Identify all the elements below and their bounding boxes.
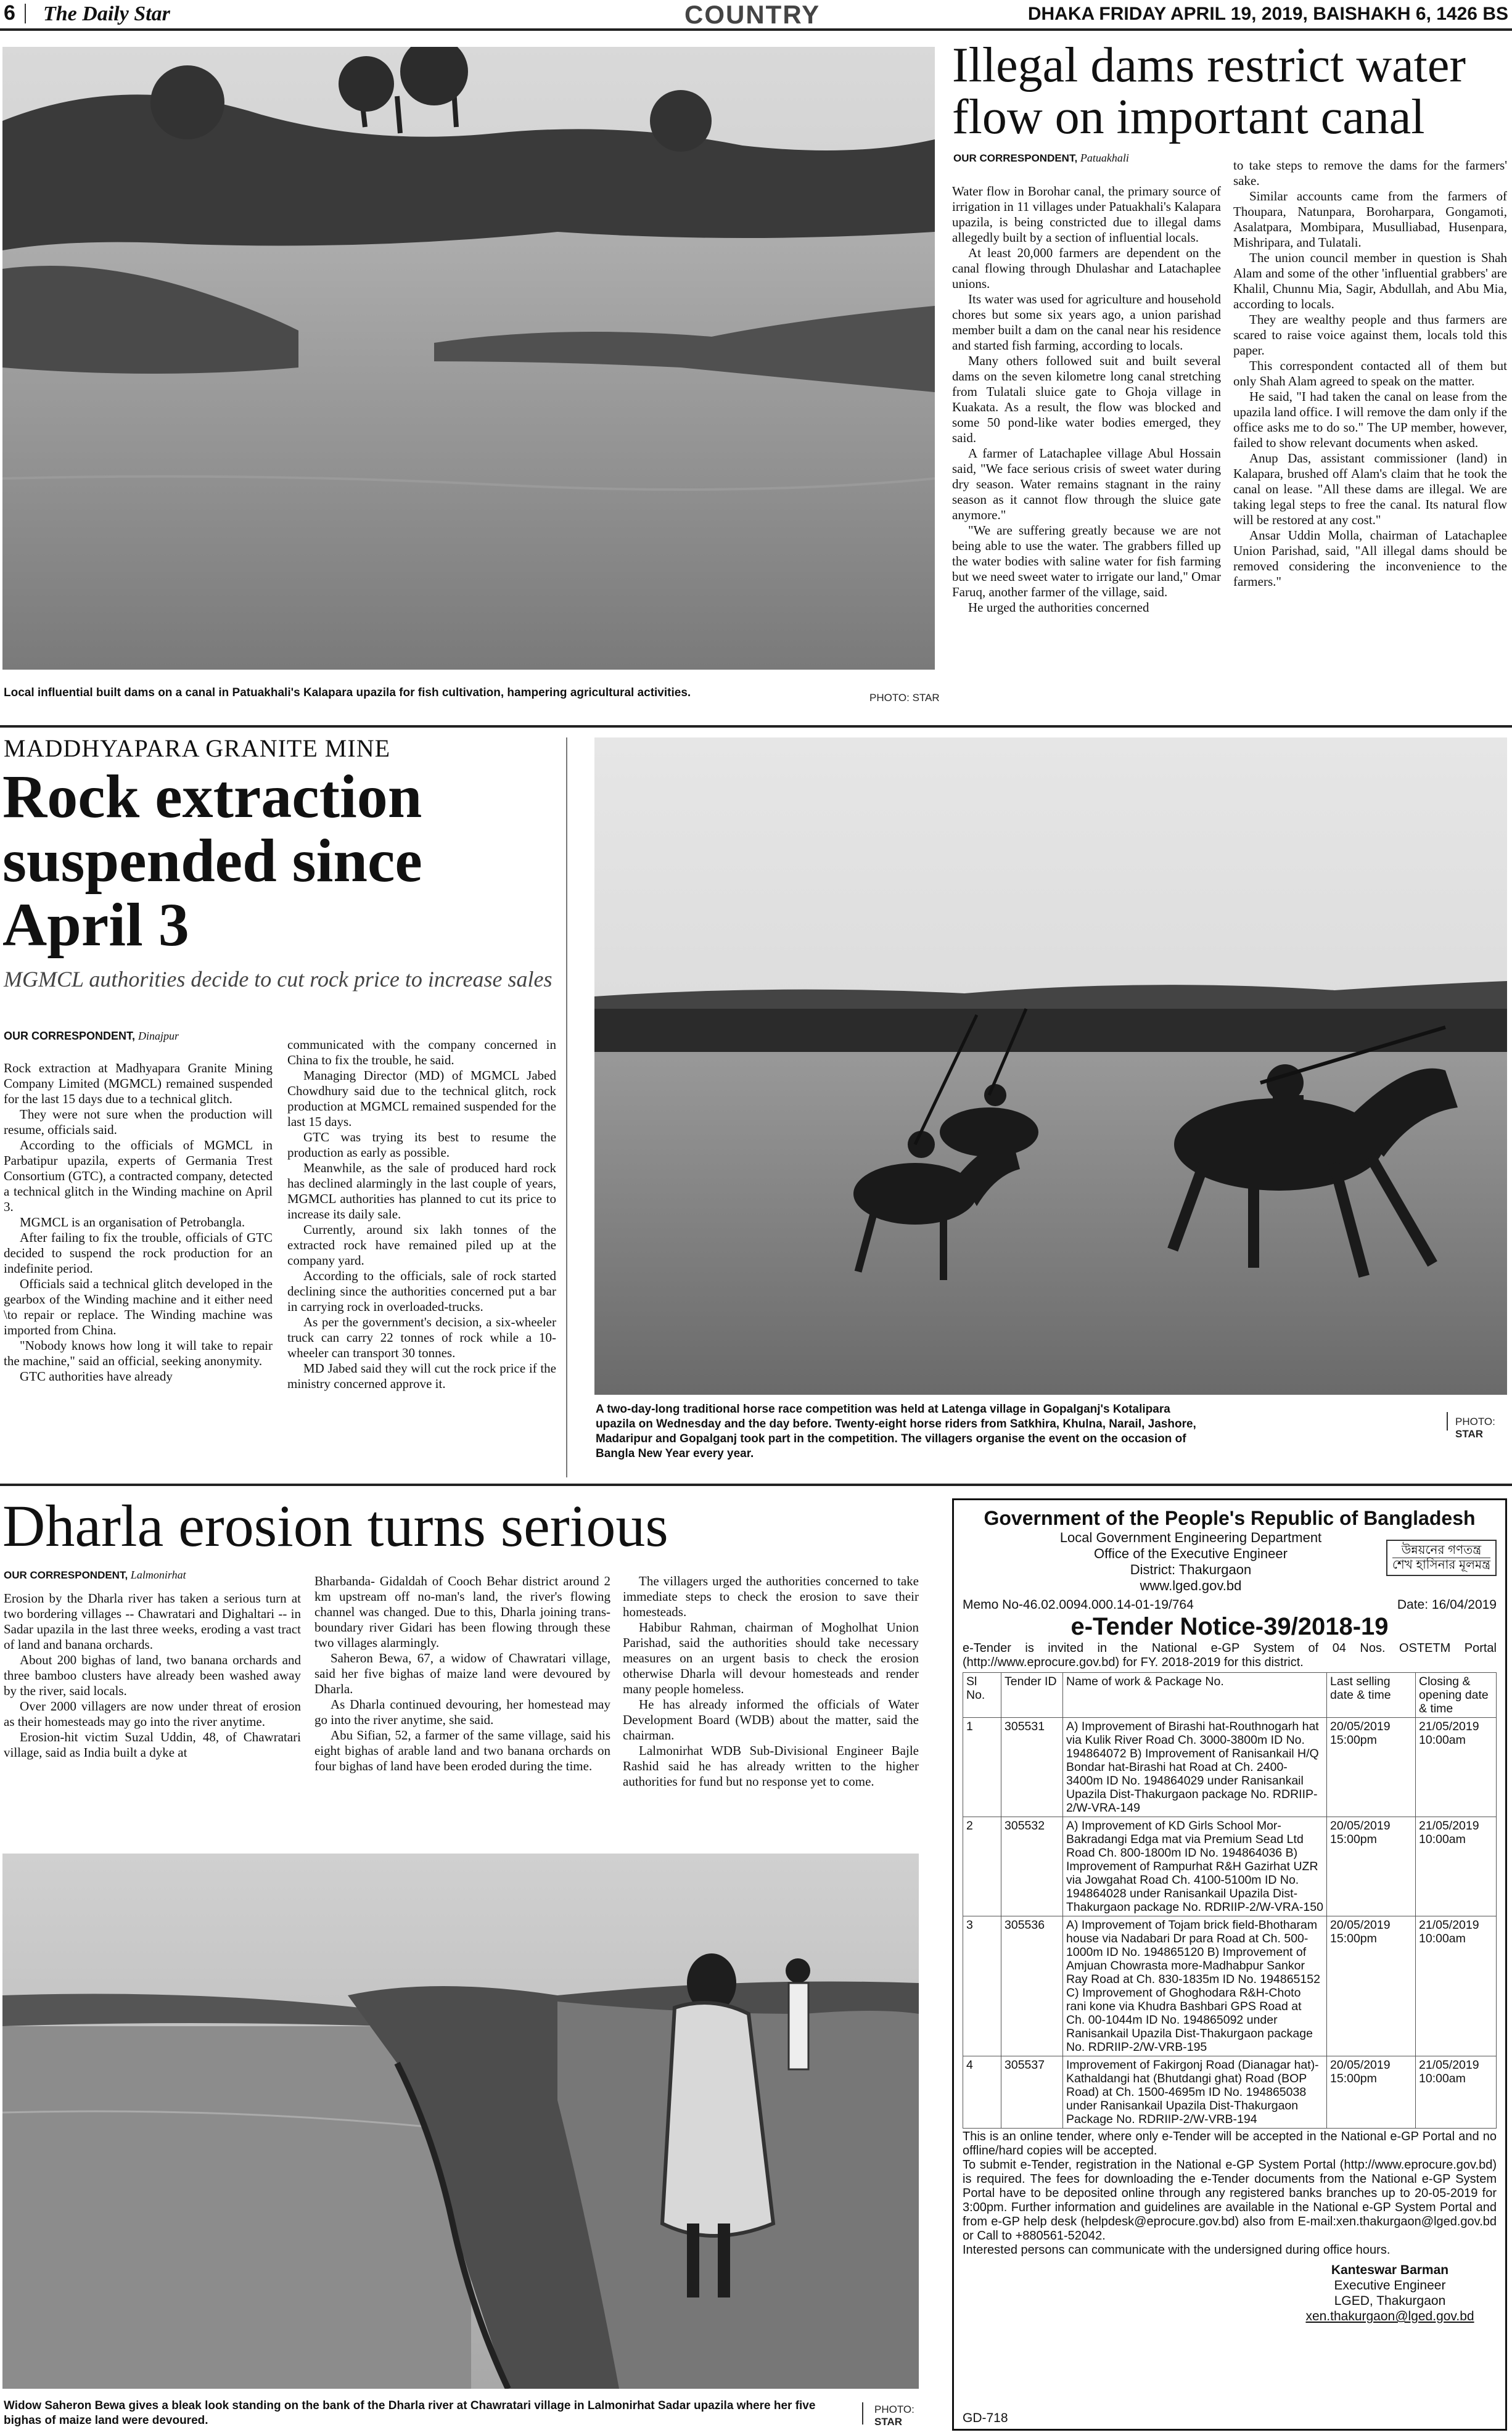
story2-headline: Rock extraction suspended since April 3 [2,762,422,959]
story3-byline-label: OUR CORRESPONDENT, [4,1569,128,1581]
tender-header-cell: Name of work & Package No. [1063,1673,1327,1718]
paragraph: GTC authorities have already [20,1369,173,1384]
horse-race-credit [1455,1416,1495,1440]
story3-column-2 [314,1574,610,1774]
story2-byline-place: Dinajpur [138,1030,179,1042]
paragraph: A farmer of Latachaplee village Abul Hossain said, "We face serious crisis of sweet water during dry season. Water remains stagnant in the rainy season as it cannot flow through the sluice gate anymore." [952,446,1221,522]
paragraph: The villagers urged the authorities concerned to take immediate steps to check the erosion to save their homesteads. [623,1574,919,1619]
paragraph: He has already informed the officials of Water Development Board (WDB) about the matter, said the chairman. [623,1697,919,1743]
tender-cell-sl: 2 [963,1817,1001,1916]
story2-column-1 [4,1061,273,1384]
paragraph: Over 2000 villagers are now under threat of erosion as their homesteads may go into the river anytime. [4,1699,301,1729]
tender-table [963,1672,1497,2129]
dharla-erosion-credit [874,2404,914,2428]
paragraph: This correspondent contacted all of them but only Shah Alam agreed to speak on the matter. [1233,358,1507,388]
paragraph: Habibur Rahman, chairman of Mogholhat Union Parishad, said the authorities should take necessary measures on an urgent basis to check the erosion otherwise Dharla will devour homesteads and render many people homeless. [623,1620,919,1696]
canal-photo-caption: Local influential built dams on a canal in Patuakhali's Kalapara upazila for fish cultivation, hampering agricultural activities. [4,686,691,699]
dharla-erosion-caption: Widow Saheron Bewa gives a bleak look standing on the bank of the Dharla river at Chawratari village in Lalmonirhat Sadar upazila where her five bighas of maize land were devoured. [4,2399,816,2427]
tender-cell-id: 305537 [1001,2056,1063,2129]
paragraph: Bharbanda- Gidaldah of Cooch Behar district around 2 km upstream off no-man's land, the river's flowing channel was changed. Due to this, Dharla joining trans-boundary river Gidari has been flowing through these two villages alarmingly. [314,1574,610,1650]
credit-divider-2 [862,2402,863,2425]
tender-gov-title: Government of the People's Republic of Bangladesh [984,1507,1476,1529]
tender-header-cell: Tender ID [1001,1673,1063,1718]
tender-header-cell: Closing & opening date & time [1416,1673,1497,1718]
tender-notice-title: e-Tender Notice-39/2018-19 [1070,1613,1389,1640]
story2-kicker: MADDHYAPARA GRANITE MINE [4,734,391,762]
paragraph: At least 20,000 farmers are dependent on the canal flowing through Dhulashar and Latachaplee unions. [952,245,1221,291]
paragraph: Abu Sifian, 52, a farmer of the same village, said his eight bighas of arable land and two banana orchards on four bighas of land have been eroded during the time. [314,1728,610,1773]
paragraph: "We are suffering greatly because we are not being able to use the water. The grabbers filled up the water bodies with saline water for fish farming but we need sweet water to irrigate our land," Omar Faruq, another farmer of the village, said. [952,523,1221,599]
paragraph: Ansar Uddin Molla, chairman of Latachaplee Union Parishad, said, "All illegal dams should be removed considering the inconvenience to the farmers." [1233,528,1507,589]
paragraph: Lalmonirhat WDB Sub-Divisional Engineer Bajle Rashid said he has already written to the higher authorities for fund but no response yet to come. [623,1743,919,1789]
paragraph: As Dharla continued devouring, her homestead may go into the river anytime, she said. [314,1697,610,1727]
signer-office: LGED, Thakurgaon [1334,2294,1446,2308]
paragraph: MGMCL is an organisation of Petrobangla. [20,1215,245,1230]
paragraph: Many others followed suit and built several dams on the seven kilometre long canal stretching from Tulatali sluice gate to Ghoja village in Kuakata. As a result, the flow was blocked and some 50 pond-like water bodies emerged, they said. [952,353,1221,445]
story2-byline [4,1030,275,1043]
paragraph: Erosion-hit victim Suzal Uddin, 48, of Chawratari village, said as India built a dyke at [4,1730,301,1760]
paragraph: Its water was used for agriculture and household chores but some six years ago, a union parishad member built a dam on the canal near his residence and started fish farming, according to locals. [952,292,1221,353]
paragraph: He said, "I had taken the canal on lease from the upazila land office. I will remove the dam only if the office asks me to do so." The UP member, however, failed to show relevant documents when asked. [1233,389,1507,450]
paragraph: Officials said a technical glitch developed in the gearbox of the Winding machine and it either need \to repair or replace. The Winding machine was imported from China. [4,1276,273,1337]
paragraph: The union council member in question is Shah Alam and some of the other 'influential grabbers' are Khalil, Chunnu Mia, Sagir, Abdullah, and Abu Mia, according to locals. [1233,250,1507,311]
dharla-erosion-photo [2,1854,919,2389]
tender-memo: Memo No-46.02.0094.000.14-01-19/764 [963,1598,1194,1612]
tender-cell-sl: 4 [963,2056,1001,2129]
story1-column-2 [1233,158,1507,589]
tender-district: District: Thakurgaon [1130,1562,1252,1577]
tender-office: Office of the Executive Engineer [1094,1546,1288,1561]
slogan-line-2: শেখ হাসিনার মূলমন্ত্র [1392,1558,1490,1572]
tender-cell-close: 21/05/2019 10:00am [1416,2056,1497,2129]
tender-cell-work: Improvement of Fakirgonj Road (Dianagar hat)-Kathaldangi hat (Bhutdangi ghat) Road (BOP Road) at Ch. 1500-4695m ID No. 194865038 under Ranisankail Upazila Dist-Thakurgaon Package No. RDRIIP-2/W-VRB-194 [1063,2056,1327,2129]
tender-cell-id: 305536 [1001,1916,1063,2056]
tender-date: Date: 16/04/2019 [1397,1598,1497,1612]
table-row [963,2056,1497,2129]
paragraph: They are wealthy people and thus farmers are scared to raise voice against them, locals told this paper. [1233,312,1507,358]
canal-photo-image [2,47,935,670]
paragraph: "Nobody knows how long it will take to repair the machine," said an official, seeking anonymity. [4,1338,273,1368]
paragraph: GTC was trying its best to resume the production as early as possible. [287,1130,556,1160]
story1-byline-place: Patuakhali [1080,152,1129,164]
tender-cell-close: 21/05/2019 10:00am [1416,1916,1497,2056]
tender-slogan-stamp [1386,1540,1497,1576]
paper-name: The Daily Star [43,2,170,25]
signer-email[interactable]: xen.thakurgaon@lged.gov.bd [1305,2309,1474,2323]
story3-column-1 [4,1591,301,1760]
tender-footer-line: To submit e-Tender, registration in the National e-GP System Portal (http://www.eprocure.gov.bd) is required. The fees for downloading the e-Tender documents from the National e-GP System Portal have to be deposited online through any registered banks branches up to 20-05-2019 for 3:00pm. Further information and guidelines are available in the National e-GP System Portal and from e-GP help desk (helpdesk@eprocure.gov.bd) also from E-mail:xen.thakurgaon@lged.gov.bd or Call to +880561-52042. [963,2158,1497,2243]
story3-headline: Dharla erosion turns serious [2,1493,668,1559]
horse-race-credit-name: STAR [1455,1428,1484,1440]
paragraph: Saheron Bewa, 67, a widow of Chawratari village, said her five bighas of maize land were devoured by Dharla. [314,1651,610,1696]
dharla-credit-label: PHOTO: [874,2404,914,2415]
paragraph: Anup Das, assistant commissioner (land) in Kalapara, brushed off Alam's claim that he took the canal on lease. "All these dams are illegal. We are taking legal steps to free the canal. Its natural flow will be restored at any cost." [1233,451,1507,527]
tender-footer-line: This is an online tender, where only e-Tender will be accepted in the National e-GP Portal and no offline/hard copies will be accepted. [963,2130,1497,2158]
tender-cell-sl: 3 [963,1916,1001,2056]
paragraph: According to the officials of MGMCL in Parbatipur upazila, experts of Germania Trest Consortium (GTC), a contracted company, detected a technical glitch in the Winding machine on April 3. [4,1138,273,1214]
story3-byline [4,1569,275,1582]
tender-gd-code: GD-718 [963,2411,1008,2425]
story2-byline-label: OUR CORRESPONDENT, [4,1030,136,1042]
slogan-line-1: উন্নয়নের গণতন্ত্র [1401,1543,1482,1557]
page-number: 6 [4,1,15,25]
horse-race-caption: A two-day-long traditional horse race competition was held at Latenga village in Gopalganj's Kotalipara upazila on Wednesday and the day before. Twenty-eight horse riders from Satkhira, Khulna, Narail, Jashore, Madaripur and Gopalganj took part in the competition. The villagers organise the event on the occasion of Bangla New Year every year. [596,1403,1196,1460]
tender-cell-sl: 1 [963,1718,1001,1817]
story3-byline-place: Lalmonirhat [130,1569,186,1581]
table-row [963,1718,1497,1817]
tender-cell-sell: 20/05/2019 15:00pm [1327,1817,1416,1916]
paragraph: to take steps to remove the dams for the farmers' sake. [1233,158,1507,188]
paragraph: After failing to fix the trouble, officials of GTC decided to suspend the rock production for an indefinite period. [4,1230,273,1276]
credit-divider [1447,1412,1448,1431]
tender-header-cell: Sl No. [963,1673,1001,1718]
tender-table-body [963,1718,1497,2129]
story1-byline [953,152,1225,165]
tender-website[interactable]: www.lged.gov.bd [1140,1578,1242,1593]
table-row [963,1817,1497,1916]
tender-cell-work: A) Improvement of Birashi hat-Routhnogarh hat via Kulik River Road Ch. 3000-3800m ID No. 194864072 B) Improvement of Ranisankail H/Q Bondar hat-Birashi hat Road at Ch. 2400-3400m ID No. 194864029 under Ranisankail Upazila Dist-Thakurgaon package No. RDRIIP-2/W-VRA-149 [1063,1718,1327,1817]
canal-photo-credit: PHOTO: STAR [869,692,940,704]
section-divider [0,725,1512,728]
section-divider-2 [0,1484,1512,1486]
table-row [963,1916,1497,2056]
paragraph: As per the government's decision, a six-wheeler truck can carry 22 tonnes of rock while a 10-wheeler can transport 30 tonnes. [287,1315,556,1360]
column-rule [566,737,567,1477]
horse-race-photo [594,737,1507,1395]
tender-cell-sell: 20/05/2019 15:00pm [1327,1718,1416,1817]
tender-dept: Local Government Engineering Department [1059,1530,1322,1545]
tender-cell-close: 21/05/2019 10:00am [1416,1718,1497,1817]
story1-byline-label: OUR CORRESPONDENT, [953,152,1078,164]
tender-cell-work: A) Improvement of Tojam brick field-Bhotharam house via Nadabari Dr para Road at Ch. 500-1000m ID No. 194865120 B) Improvement of Amjuan Chowrasta more-Madhabpur Sankor Ray Road at Ch. 830-1835m ID No. 194865152 C) Improvement of Ghoghodara R&H-Choto rani kone via Khudra Bashbari GPS Road at Ch. 00-1044m ID No. 194865092 under Ranisankail Upazila Dist-Thakurgaon package No. RDRIIP-2/W-VRB-195 [1063,1916,1327,2056]
paragraph: Currently, around six lakh tonnes of the extracted rock have remained piled up at the company yard. [287,1222,556,1268]
tender-footer-line: Interested persons can communicate with the undersigned during office hours. [963,2243,1391,2257]
tender-cell-sell: 20/05/2019 15:00pm [1327,2056,1416,2129]
paragraph: He urged the authorities concerned [968,600,1149,615]
signer-name: Kanteswar Barman [1331,2263,1449,2277]
paragraph: They were not sure when the production will resume, officials said. [4,1107,273,1137]
horse-race-photo-image [594,737,1507,1395]
tender-cell-sell: 20/05/2019 15:00pm [1327,1916,1416,2056]
paragraph: According to the officials, sale of rock started declining since the authorities concerned put a bar in carrying rock in overloaded-trucks. [287,1268,556,1314]
tender-cell-close: 21/05/2019 10:00am [1416,1817,1497,1916]
paragraph: Erosion by the Dharla river has taken a serious turn at two bordering villages -- Chawratari and Dighaltari -- in Sadar upazila in the last three weeks, eroding a vast tract of land and banana orchards. [4,1591,301,1652]
story2-subhead: MGMCL authorities decide to cut rock price to increase sales [4,967,553,992]
paragraph: Similar accounts came from the farmers of Thoupara, Natunpara, Boroharpara, Gongamoti, Asalatpara, Mombipara, Musulliabad, Husenpara, Mishripara, and Tulatali. [1233,189,1507,250]
tender-signature [1283,2262,1497,2324]
canal-photo [2,47,935,670]
tender-intro: e-Tender is invited in the National e-GP System of 04 Nos. OSTETM Portal (http://www.eprocure.gov.bd) for FY. 2018-2019 for this district. [963,1641,1497,1669]
dharla-erosion-photo-image [2,1854,919,2389]
tender-cell-work: A) Improvement of KD Girls School Mor-Bakradangi Edga mat via Premium Sead Ltd Road Ch. 800-1800m ID No. 194864036 B) Improvement of Rampurhat R&H Gazirhat UZR via Jowgahat Road Ch. 4100-5100m ID No. 194864028 under Ranisankail Upazila Dist-Thakurgaon package No. RDRIIP-2/W-VRA-150 [1063,1817,1327,1916]
story2-column-2 [287,1037,556,1392]
paragraph: communicated with the company concerned in China to fix the trouble, he said. [287,1037,556,1067]
tender-header-cell: Last selling date & time [1327,1673,1416,1718]
paragraph: Water flow in Borohar canal, the primary source of irrigation in 11 villages under Patuakhali's Kalapara upazila, is being constricted due to illegal dams allegedly built by a section of influential locals. [952,184,1221,245]
paragraph: Rock extraction at Madhyapara Granite Mining Company Limited (MGMCL) remained suspended for the last 15 days due to a technical glitch. [4,1061,273,1106]
section-title: COUNTRY [684,0,821,29]
paragraph: MD Jabed said they will cut the rock price if the ministry concerned approve it. [287,1361,556,1391]
story3-column-3 [623,1574,919,1789]
paragraph: Managing Director (MD) of MGMCL Jabed Chowdhury said due to the technical glitch, rock production at MGMCL remained suspended for the last 15 days. [287,1068,556,1129]
story1-column-1 [952,184,1221,615]
tender-footer [963,2130,1497,2257]
tender-cell-id: 305532 [1001,1817,1063,1916]
paragraph: Meanwhile, as the sale of produced hard rock has declined alarmingly in the last couple of years, MGMCL authorities has planned to cut its price to increase its daily sale. [287,1160,556,1222]
dateline: DHAKA FRIDAY APRIL 19, 2019, BAISHAKH 6, 1426 BS [1027,4,1508,24]
tender-table-header [963,1673,1497,1718]
signer-title: Executive Engineer [1334,2278,1446,2293]
tender-notice [952,1498,1507,2431]
dharla-credit-name: STAR [874,2416,903,2428]
story1-headline: Illegal dams restrict water flow on important canal [952,38,1466,144]
horse-race-credit-label: PHOTO: [1455,1416,1495,1427]
masthead-divider [25,4,26,23]
paragraph: About 200 bighas of land, two banana orchards and three bamboo clusters have already been washed away by the river, said locals. [4,1653,301,1698]
tender-cell-id: 305531 [1001,1718,1063,1817]
